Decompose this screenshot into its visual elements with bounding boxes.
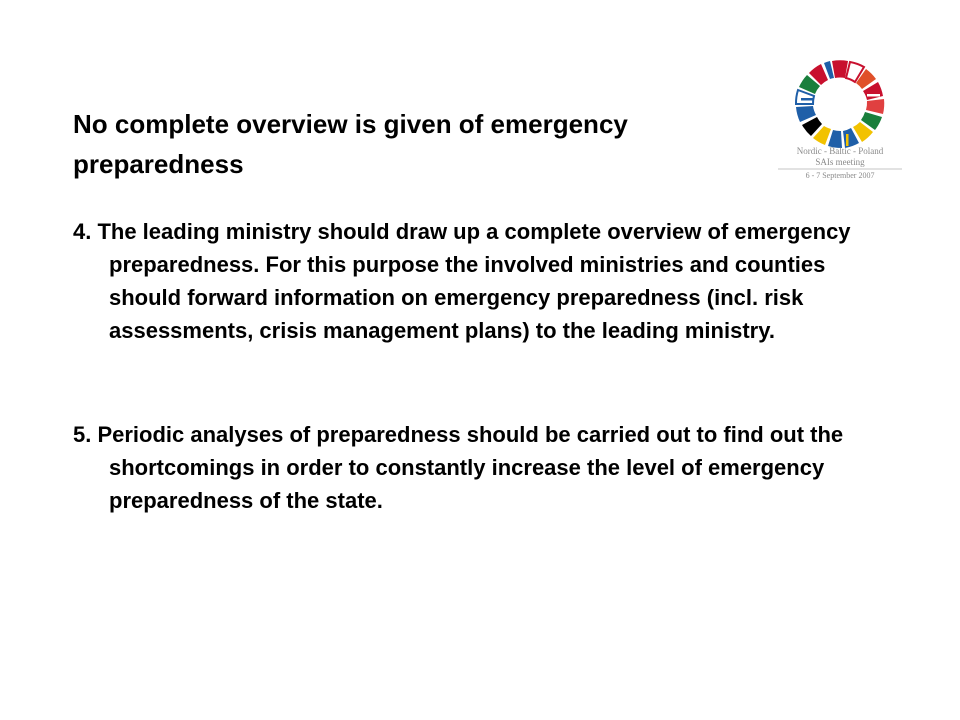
flag-detail-3 [846,134,849,146]
bullet-point-5: 5. Periodic analyses of preparedness should be carried out to find out the shortcomings in order to constantly increase the level of emergency preparedness of the state. [73,422,844,513]
flag-segment-1 [832,60,848,78]
bullet-point-4: 4. The leading ministry should draw up a complete overview of emergency preparedness. For this purpose the involved ministries and counties should forward information on emergency preparedness (incl. risk assessments, crisis management plans) to the leading ministry. [73,219,851,343]
flag-detail-2 [867,94,880,97]
logo-line-1: Nordic - Baltic - Poland [796,146,884,156]
slide-title: No complete overview is given of emergency preparedness [73,109,628,179]
conference-logo [770,46,910,186]
flag-segment-5 [866,99,884,114]
flag-detail-1 [801,98,814,101]
flag-ring [796,60,884,148]
logo-line-3: 6 - 7 September 2007 [805,171,875,180]
logo-line-2: SAIs meeting [815,157,865,167]
